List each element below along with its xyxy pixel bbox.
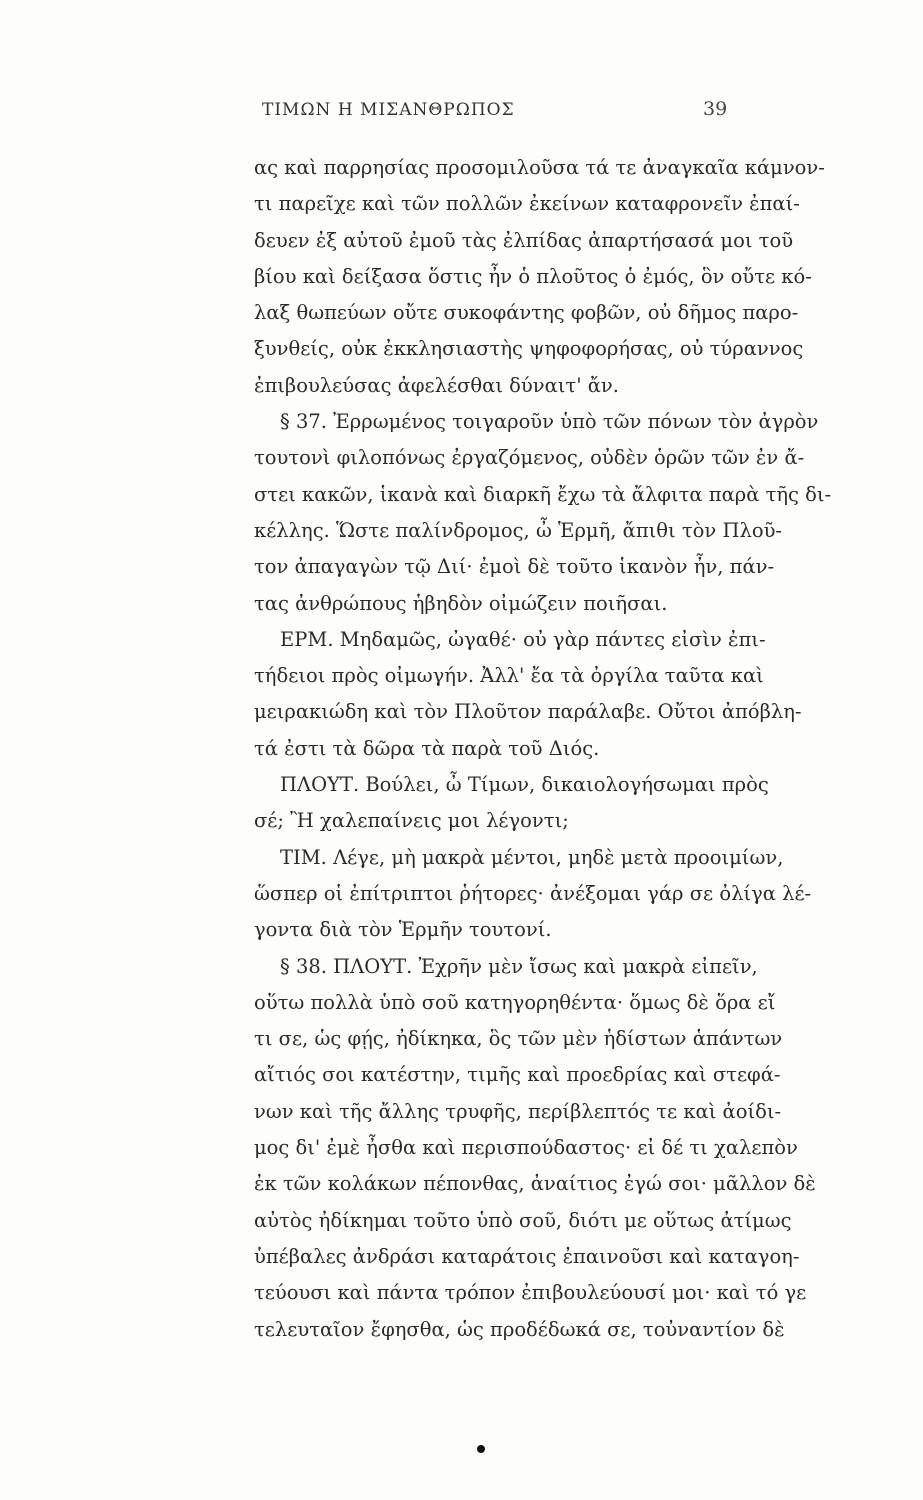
text-line: σέ; Ἢ χαλεπαίνεις μοι λέγοντι;	[254, 809, 569, 833]
text-line: μειρακιώδη καὶ τὸν Πλοῦτον παράλαβε. Οὔτοι ἀπόβλη-	[254, 700, 802, 724]
text-line: αἴτιός σοι κατέστην, τιμῆς καὶ προεδρίας καὶ στεφά-	[254, 1063, 781, 1087]
text-line: § 38. ΠΛΟΥΤ. Ἐχρῆν μὲν ἴσως καὶ μακρὰ εἰπεῖν,	[280, 954, 758, 978]
text-line: αὐτὸς ἠδίκημαι τοῦτο ὑπὸ σοῦ, διότι με οὕτως ἀτίμως	[254, 1208, 792, 1232]
text-line: μος δι' ἐμὲ ἦσθα καὶ περισπούδαστος· εἰ δέ τι χαλεπὸν	[254, 1136, 798, 1160]
text-line: ἐπιβουλεύσας ἀφελέσθαι δύναιτ' ἄν.	[254, 373, 619, 397]
text-line: λαξ θωπεύων οὔτε συκοφάντης φοβῶν, οὐ δῆμος παρο-	[254, 301, 799, 325]
text-line: τεύουσι καὶ πάντα τρόπον ἐπιβουλεύουσί μοι· καὶ τό γε	[254, 1281, 807, 1305]
text-line: γοντα διὰ τὸν Ἑρμῆν τουτονί.	[254, 918, 552, 942]
text-line: βίου καὶ δείξασα ὅστις ἦν ὁ πλοῦτος ὁ ἐμός, ὃν οὔτε κό-	[254, 264, 812, 288]
text-line: δευεν ἐξ αὐτοῦ ἐμοῦ τὰς ἐλπίδας ἀπαρτήσασά μοι τοῦ	[254, 228, 794, 252]
text-line: τά ἐστι τὰ δῶρα τὰ παρὰ τοῦ Διός.	[254, 736, 600, 760]
running-title: ΤΙΜΩΝ Η ΜΙΣΑΝΘΡΩΠΟΣ	[262, 100, 515, 120]
text-line: § 37. Ἐρρωμένος τοιγαροῦν ὑπὸ τῶν πόνων τὸν ἀγρὸν	[280, 410, 819, 434]
text-line: νων καὶ τῆς ἄλλης τρυφῆς, περίβλεπτός τε καὶ ἀοίδι-	[254, 1099, 782, 1123]
ink-speck	[477, 1445, 485, 1453]
text-line: ΤΙΜ. Λέγε, μὴ μακρὰ μέντοι, μηδὲ μετὰ προοιμίων,	[280, 845, 784, 869]
text-line: ὥσπερ οἱ ἐπίτριπτοι ῥήτορες· ἀνέξομαι γάρ σε ὀλίγα λέ-	[254, 881, 812, 905]
text-line: τι σε, ὡς φῄς, ἠδίκηκα, ὃς τῶν μὲν ἡδίστων ἁπάντων	[254, 1027, 783, 1051]
text-body	[254, 150, 832, 1348]
text-line: τελευταῖον ἔφησθα, ὡς προδέδωκά σε, τοὐναντίον δὲ	[254, 1317, 785, 1341]
text-line: τήδειοι πρὸς οἰμωγήν. Ἀλλ' ἔα τὰ ὀργίλα ταῦτα καὶ	[254, 664, 764, 688]
text-line: ας καὶ παρρησίας προσομιλοῦσα τά τε ἀναγκαῖα κάμνον-	[254, 156, 825, 179]
text-line: τουτονὶ φιλοπόνως ἐργαζόμενος, οὐδὲν ὁρῶν τῶν ἐν ἄ-	[254, 446, 805, 470]
text-line: ὑπέβαλες ἀνδράσι καταράτοις ἐπαινοῦσι καὶ καταγοη-	[254, 1244, 800, 1268]
text-line: ξυνθείς, οὐκ ἐκκλησιαστὴς ψηφοφορήσας, οὐ τύραννος	[254, 337, 804, 361]
text-line: τον ἀπαγαγὼν τῷ Διί· ἐμοὶ δὲ τοῦτο ἱκανὸν ἦν, πάν-	[254, 555, 775, 579]
text-line: κέλλης. Ὥστε παλίνδρομος, ὦ Ἑρμῆ, ἄπιθι τὸν Πλοῦ-	[254, 518, 783, 542]
text-line: ΠΛΟΥΤ. Βούλει, ὦ Τίμων, δικαιολογήσωμαι πρὸς	[280, 773, 769, 797]
text-line: οὕτω πολλὰ ὑπὸ σοῦ κατηγορηθέντα· ὅμως δὲ ὅρα εἴ	[254, 990, 776, 1014]
text-line: τας ἀνθρώπους ἡβηδὸν οἰμώζειν ποιῆσαι.	[254, 591, 668, 615]
text-line: ΕΡΜ. Μηδαμῶς, ὠγαθέ· οὐ γὰρ πάντες εἰσὶν ἐπι-	[280, 627, 766, 651]
page-header	[0, 96, 923, 126]
text-line: τι παρεῖχε καὶ τῶν πολλῶν ἐκείνων καταφρονεῖν ἐπαί-	[254, 192, 800, 216]
text-line: στει κακῶν, ἱκανὰ καὶ διαρκῆ ἔχω τὰ ἄλφιτα παρὰ τῆς δι-	[254, 482, 832, 506]
page-number: 39	[703, 98, 728, 120]
text-line: ἐκ τῶν κολάκων πέπονθας, ἀναίτιος ἐγώ σοι· μᾶλλον δὲ	[254, 1172, 816, 1196]
